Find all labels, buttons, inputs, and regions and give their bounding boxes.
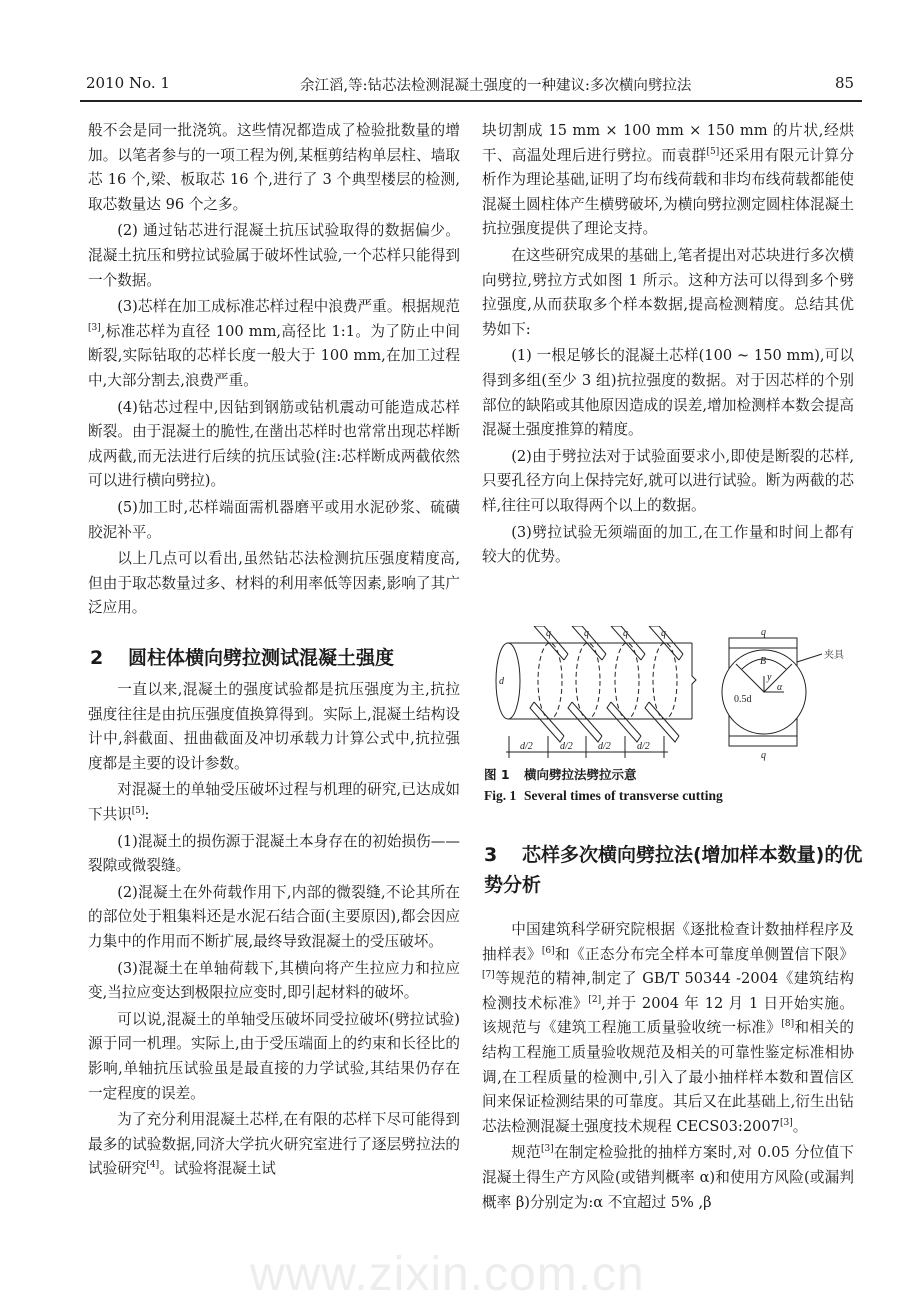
section-number: 3 (484, 844, 498, 866)
caption-label: 图 1 (484, 767, 510, 782)
text: 。试验将混凝土试 (159, 1160, 276, 1178)
citation: [2] (588, 994, 602, 1005)
paragraph: (3)混凝土在单轴荷载下,其横向将产生拉应力和拉应变,当拉应变达到极限拉应变时,即引起材料的破坏。 (88, 959, 460, 1002)
paragraph: 一直以来,混凝土的强度试验都是抗压强度为主,抗拉强度往往是由抗压强度值换算得到。实际上,混凝土结构设计中,斜截面、扭曲截面及冲切承载力计算公式中,抗拉强度都是主要的设计参数。 (88, 681, 460, 772)
citation: [7] (482, 970, 495, 981)
paragraph: (2)由于劈拉法对于试验面要求小,即使是断裂的芯样,只要孔径方向上保持完好,就可以进行试验。断为两截的芯样,往往可以取得两个以上的数据。 (482, 447, 854, 514)
paragraph: (2) 通过钻芯进行混凝土抗压试验取得的数据偏少。混凝土抗压和劈拉试验属于破坏性试验,一个芯样只能得到一个数据。 (88, 222, 460, 289)
cylinder (496, 643, 696, 719)
paragraph: (1)混凝土的损伤源于混凝土本身存在的初始损伤——裂隙或微裂缝。 (88, 832, 460, 875)
section-2-heading (90, 643, 470, 673)
text: 和相关的结构工程施工质量验收规范及相关的可靠性鉴定标准相协调,在工程质量的检测中,引入了最小抽样样本数和置信区间来保证检测结果的可靠度。其后又在此基础上,衍生出钻芯法检测混凝土强度技术规程 CECS03:2007 (482, 1019, 854, 1135)
page-number: 85 (835, 74, 855, 92)
citation: [4] (146, 1160, 160, 1171)
paragraph: 般不会是同一批浇筑。这些情况都造成了检验批数量的增加。以笔者参与的一项工程为例,某框剪结构单层柱、墙取芯 16 个,梁、板取芯 16 个,进行了 3 个典型楼层的检测,取芯数量达 96 个之多。 (88, 122, 460, 213)
section-number: 2 (90, 647, 104, 669)
left-column-a (88, 119, 460, 621)
figure-1-diagram (484, 626, 864, 762)
paragraph (482, 119, 854, 242)
journal-issue: 2010 No. 1 (86, 74, 170, 92)
text: (3)芯样在加工成标准芯样过程中浪费严重。根据规范 (117, 298, 460, 316)
q-label-top: q (761, 627, 766, 638)
cross-section (722, 638, 822, 746)
paragraph (88, 778, 460, 827)
text: ,并于 2004 年 12 月 1 日开始实施。该规范与《建筑工程施工质量验收统一标准》 (482, 994, 854, 1037)
section-title: 芯样多次横向劈拉法(增加样本数量)的优势分析 (484, 844, 863, 896)
text: 为了充分利用混凝土芯样,在有限的芯样下尽可能得到最多的试验数据,同济大学抗火研究室进行了逐层劈拉法的试验研究 (88, 1111, 460, 1178)
citation: [3] (779, 1117, 793, 1128)
text: 块切割成 15 mm × 100 mm × 150 mm 的片状,经烘干、高温处理后进行劈拉。而袁群 (482, 122, 854, 164)
citation: [5] (131, 805, 145, 816)
citation: [5] (706, 146, 720, 157)
q-label: q (546, 628, 551, 639)
caption-text: Several times of transverse cutting (524, 788, 723, 803)
text: 。 (792, 1117, 808, 1135)
paragraph: (2)混凝土在外荷载作用下,内部的微裂缝,不论其所在的部位处于粗集料还是水泥石结合面(主要原因),都会因应力集中的作用而不断扩展,最终导致混凝土的受压破坏。 (88, 883, 460, 950)
watermark: www.zixin.com.cn (250, 1248, 645, 1301)
half-d-label: d/2 (520, 741, 533, 752)
text: 对混凝土的单轴受压破坏过程与机理的研究,已达成如下共识 (88, 781, 460, 823)
section-title: 圆柱体横向劈拉测试混凝土强度 (128, 647, 395, 669)
b-label: B (760, 656, 767, 667)
paragraph: 在这些研究成果的基础上,笔者提出对芯块进行多次横向劈拉,劈拉方式如图 1 所示。这种方法可以得到多个劈拉强度,从而获取多个样本数据,提高检测精度。总结其优势如下: (482, 246, 854, 338)
paragraph: 以上几点可以看出,虽然钻芯法检测抗压强度精度高,但由于取芯数量过多、材料的利用率低等因素,影响了其广泛应用。 (88, 550, 460, 617)
text: 和《正态分布完全样本可靠度单侧置信下限》 (554, 945, 854, 963)
citation: [3] (540, 1144, 554, 1155)
paragraph (88, 295, 460, 393)
header-rule (80, 100, 862, 102)
right-column-b (482, 918, 854, 1215)
paragraph (482, 1141, 854, 1215)
paragraph: (4)钻芯过程中,因钻到钢筋或钻机震动可能造成芯样断裂。由于混凝土的脆性,在凿出芯样时也常常出现芯样断成两截,而无法进行后续的抗压试验(注:芯样断成两截依然可以进行横向劈拉)。 (88, 398, 460, 490)
text: 还采用有限元计算分析作为理论基础,证明了均布线荷载和非均布线荷载都能使混凝土圆柱体产生横劈破坏,为横向劈拉测定圆柱体混凝土抗拉强度提供了理论支持。 (482, 146, 854, 238)
paragraph (482, 918, 854, 1139)
text: : (144, 805, 150, 823)
text: 中国建筑科学研究院根据《逐批检查计数抽样程序及抽样表》 (482, 921, 854, 963)
q-label: q (623, 628, 628, 639)
d-label: d (499, 676, 504, 687)
paragraph: (1) 一根足够长的混凝土芯样(100 ~ 150 mm),可以得到多组(至少 3 组)抗拉强度的数据。对于因芯样的个别部位的缺陷或其他原因造成的误差,增加检测样本数会提高混凝土强度推算的精度。 (482, 347, 854, 439)
right-column-a (482, 119, 854, 570)
section-3-heading (484, 840, 864, 900)
caption-text: 横向劈拉法劈拉示意 (524, 767, 637, 782)
radius-label: 0.5d (734, 694, 752, 705)
citation: [3] (88, 322, 101, 333)
caption-label: Fig. 1 (484, 788, 517, 803)
text: 规范 (511, 1144, 541, 1162)
text: 在制定检验批的抽样方案时,对 0.05 分位值下混凝土得生产方风险(或错判概率 α)和使用方风险(或漏判概率 β)分别定为:α 不宜超过 5% ,β (482, 1144, 854, 1211)
paragraph: (3)劈拉试验无须端面的加工,在工作量和时间上都有较大的优势。 (482, 523, 854, 566)
left-column-b (88, 678, 460, 1182)
paragraph: 可以说,混凝土的单轴受压破坏同受拉破坏(劈拉试验)源于同一机理。实际上,由于受压端面上的约束和长径比的影响,单轴抗压试验虽是最直接的力学试验,其结果仍存在一定程度的误差。 (88, 1010, 460, 1102)
half-d-label: d/2 (598, 741, 611, 752)
citation: [6] (541, 945, 555, 956)
text: ,标准芯样为直径 100 mm,高径比 1:1。为了防止中间断裂,实际钻取的芯样长度一般大于 100 mm,在加工过程中,大部分割去,浪费严重。 (88, 322, 460, 389)
q-label-bottom: q (761, 750, 766, 761)
figure-caption-cn (484, 766, 637, 784)
citation: [8] (781, 1019, 795, 1030)
q-label: q (584, 628, 589, 639)
half-d-label: d/2 (560, 741, 573, 752)
fixture-label: 夹具 (824, 650, 844, 661)
half-d-label: d/2 (637, 741, 650, 752)
alpha-label: α (777, 682, 783, 693)
q-label: q (661, 628, 666, 639)
paragraph (88, 1108, 460, 1182)
running-title: 余江滔,等:钻芯法检测混凝土强度的一种建议:多次横向劈拉法 (300, 78, 692, 94)
text: 等规范的精神,制定了 GB/T 50344 -2004《建筑结构检测技术标准》 (482, 970, 854, 1012)
gamma-label: y (767, 672, 772, 683)
paragraph: (5)加工时,芯样端面需机器磨平或用水泥砂浆、硫磺胶泥补平。 (88, 498, 460, 541)
figure-caption-en (484, 787, 723, 805)
